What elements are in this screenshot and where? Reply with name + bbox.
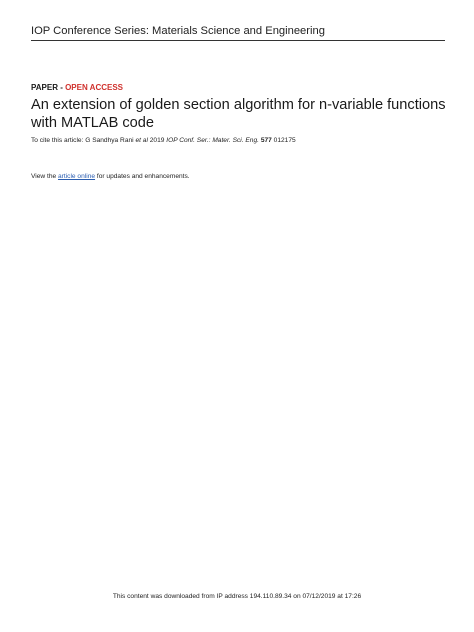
citation-authors: G Sandhya Rani xyxy=(85,137,136,144)
citation-prefix: To cite this article: xyxy=(31,137,86,144)
view-prefix: View the xyxy=(31,173,59,180)
paper-label xyxy=(31,83,123,92)
citation-volume: 577 xyxy=(260,137,272,144)
header-divider xyxy=(31,40,445,41)
paper-title: An extension of golden section algorithm for n-variable functions with MATLAB code xyxy=(31,97,446,131)
citation-article-number: 012175 xyxy=(271,137,296,144)
paper-type-label: PAPER xyxy=(31,83,58,92)
article-online-link[interactable]: article online xyxy=(58,173,96,180)
citation-line xyxy=(31,137,296,144)
paper-label-separator: - xyxy=(57,83,66,92)
journal-header: IOP Conference Series: Materials Science and Engineering xyxy=(31,25,325,37)
citation-journal: IOP Conf. Ser.: Mater. Sci. Eng. xyxy=(166,137,259,144)
citation-et-al: et al xyxy=(135,137,148,144)
citation-year: 2019 xyxy=(147,137,167,144)
view-suffix: for updates and enhancements. xyxy=(95,173,190,180)
open-access-badge: OPEN ACCESS xyxy=(65,83,124,92)
view-online-line xyxy=(31,173,190,180)
download-footer: This content was downloaded from IP address 194.110.89.34 on 07/12/2019 at 17:26 xyxy=(112,593,362,600)
